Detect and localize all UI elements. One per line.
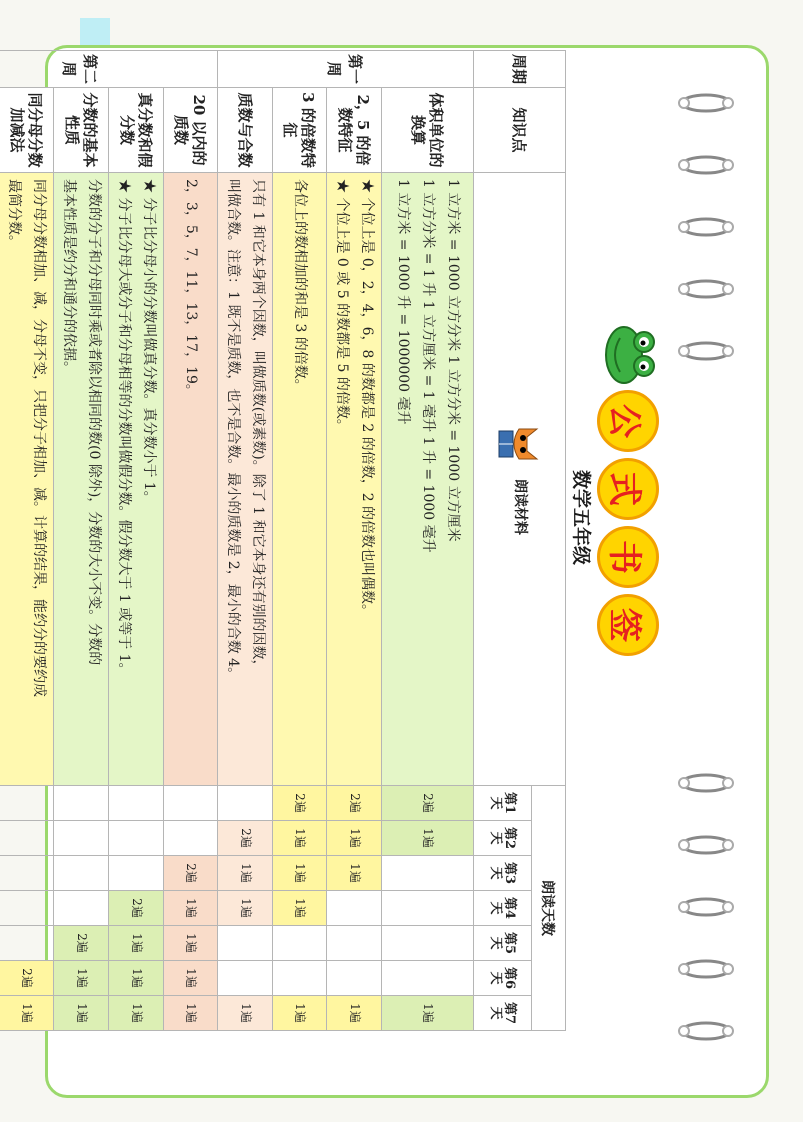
topic: 3 的倍数特征 <box>273 88 327 173</box>
title-banner <box>600 390 656 656</box>
day-cell[interactable] <box>382 961 474 996</box>
day-cell[interactable] <box>0 821 54 856</box>
day-cell[interactable] <box>164 821 218 856</box>
day-cell[interactable]: 1遍 <box>273 996 327 1031</box>
day-cell[interactable]: 2遍 <box>327 786 382 821</box>
ring-icon <box>676 832 736 858</box>
day-cell[interactable]: 1遍 <box>327 856 382 891</box>
day-cell[interactable] <box>218 926 273 961</box>
day-cell[interactable] <box>218 786 273 821</box>
topic: 真分数和假分数 <box>109 88 164 173</box>
topic: 体积单位的换算 <box>382 88 474 173</box>
day-cell[interactable]: 1遍 <box>327 821 382 856</box>
ring-icon <box>676 770 736 796</box>
text-line: 各位上的数相加的和是 3 的倍数。 <box>292 179 308 393</box>
day-cell[interactable]: 1遍 <box>0 996 54 1031</box>
rotated-content <box>6 50 662 1050</box>
header-day: 第4天 <box>474 891 532 926</box>
day-cell[interactable]: 1遍 <box>109 961 164 996</box>
day-cell[interactable]: 2遍 <box>109 891 164 926</box>
day-cell[interactable] <box>109 821 164 856</box>
day-cell[interactable] <box>327 961 382 996</box>
text-line: ★ 分子比分母小的分数叫做真分数。真分数小于 1。 <box>141 179 157 505</box>
day-cell[interactable]: 1遍 <box>273 891 327 926</box>
text-line: 最简分数。 <box>6 179 22 249</box>
text-line: ★ 个位上是 0 或 5 的数都是 5 的倍数。 <box>334 179 350 433</box>
day-cell[interactable]: 1遍 <box>164 891 218 926</box>
day-cell[interactable] <box>327 891 382 926</box>
day-cell[interactable]: 1遍 <box>382 821 474 856</box>
text-line: 1 立方分米 = 1 升 1 立方厘米 = 1 毫升 1 升 = 1000 毫升 <box>420 179 436 553</box>
text-line: ★ 个位上是 0，2，4，6，8 的数都是 2 的倍数，2 的倍数也叫偶数。 <box>359 179 375 619</box>
header-day: 第2天 <box>474 821 532 856</box>
day-cell[interactable]: 1遍 <box>327 996 382 1031</box>
day-cell[interactable] <box>54 821 109 856</box>
header-topic: 知识点 <box>474 88 566 173</box>
day-cell[interactable] <box>54 786 109 821</box>
day-cell[interactable]: 1遍 <box>164 961 218 996</box>
text-line: 只有 1 和它本身两个因数，叫做质数(或素数)。除了 1 和它本身还有别的因数， <box>250 179 266 674</box>
banner-char: 式 <box>597 458 659 520</box>
reading-text <box>109 173 164 786</box>
banner-char: 公 <box>597 390 659 452</box>
header-reading-label: 朗读材料 <box>512 479 528 535</box>
reading-text <box>164 173 218 786</box>
text-line: ★ 分子比分母大或分子和分母相等的分数叫做假分数。假分数大于 1 或等于 1。 <box>116 179 132 677</box>
header-day: 第1天 <box>474 786 532 821</box>
topic: 分数的基本性质 <box>54 88 109 173</box>
day-cell[interactable] <box>54 891 109 926</box>
ring-icon <box>676 338 736 364</box>
topic: 2，5 的倍数特征 <box>327 88 382 173</box>
day-cell[interactable]: 1遍 <box>218 891 273 926</box>
topic: 同分母分数加减法 <box>0 88 54 173</box>
banner-char: 签 <box>597 594 659 656</box>
week-label: 第一周 <box>218 51 474 88</box>
week-label: 第二周 <box>0 51 218 88</box>
ring-icon <box>676 956 736 982</box>
day-cell[interactable] <box>273 961 327 996</box>
reading-text <box>54 173 109 786</box>
day-cell[interactable] <box>109 786 164 821</box>
ring-icon <box>676 894 736 920</box>
day-cell[interactable]: 1遍 <box>54 961 109 996</box>
day-cell[interactable] <box>54 856 109 891</box>
header-days-title: 朗读天数 <box>532 786 566 1031</box>
day-cell[interactable]: 1遍 <box>109 926 164 961</box>
day-cell[interactable] <box>0 891 54 926</box>
day-cell[interactable] <box>0 926 54 961</box>
header-day: 第7天 <box>474 996 532 1031</box>
reading-text <box>218 173 273 786</box>
day-cell[interactable] <box>382 926 474 961</box>
reading-text <box>0 173 54 786</box>
banner-char: 书 <box>597 526 659 588</box>
day-cell[interactable] <box>273 926 327 961</box>
day-cell[interactable]: 1遍 <box>218 856 273 891</box>
day-cell[interactable]: 2遍 <box>54 926 109 961</box>
day-cell[interactable]: 2遍 <box>0 961 54 996</box>
day-cell[interactable]: 1遍 <box>164 996 218 1031</box>
text-line: 2，3，5，7，11，13，17，19。 <box>183 179 199 398</box>
day-cell[interactable] <box>109 856 164 891</box>
ring-icon <box>676 276 736 302</box>
day-cell[interactable] <box>218 961 273 996</box>
reading-text <box>382 173 474 786</box>
day-cell[interactable] <box>164 786 218 821</box>
text-line: 分数的分子和分母同时乘或者除以相同的数(0 除外)，分数的大小不变。分数的 <box>86 179 102 666</box>
topic: 质数与合数 <box>218 88 273 173</box>
ring-icon <box>676 152 736 178</box>
frog-mascot-icon <box>600 320 662 390</box>
ring-icon <box>676 214 736 240</box>
header-period: 周期 <box>474 51 566 88</box>
day-cell[interactable] <box>327 926 382 961</box>
day-cell[interactable]: 1遍 <box>218 996 273 1031</box>
text-line: 叫做合数。注意：1 既不是质数，也不是合数。最小的质数是 2，最小的合数 4。 <box>225 179 241 682</box>
reading-text <box>273 173 327 786</box>
text-line: 基本性质是约分和通分的依据。 <box>61 179 77 375</box>
day-cell[interactable] <box>382 891 474 926</box>
day-cell[interactable]: 2遍 <box>164 856 218 891</box>
text-line: 1 立方米 = 1000 立方分米 1 立方分米 = 1000 立方厘米 <box>445 179 461 542</box>
text-line: 同分母分数相加、减，分母不变，只把分子相加、减。计算的结果，能约分的要约成 <box>31 179 47 697</box>
day-cell[interactable]: 2遍 <box>218 821 273 856</box>
ring-icon <box>676 90 736 116</box>
header <box>562 50 662 1050</box>
header-reading <box>474 173 566 786</box>
day-cell[interactable]: 1遍 <box>54 996 109 1031</box>
fox-reading-icon <box>496 423 544 465</box>
topic: 20 以内的质数 <box>164 88 218 173</box>
reading-text <box>327 173 382 786</box>
header-day: 第6天 <box>474 961 532 996</box>
day-cell[interactable]: 2遍 <box>273 786 327 821</box>
day-cell[interactable] <box>0 786 54 821</box>
header-day: 第3天 <box>474 856 532 891</box>
day-cell[interactable]: 1遍 <box>382 996 474 1031</box>
day-cell[interactable]: 1遍 <box>109 996 164 1031</box>
day-cell[interactable]: 1遍 <box>273 821 327 856</box>
header-day: 第5天 <box>474 926 532 961</box>
day-cell[interactable]: 1遍 <box>164 926 218 961</box>
text-line: 1 立方米 = 1000 升 = 1000000 毫升 <box>395 179 411 425</box>
reading-table <box>0 50 566 1031</box>
grade-subtitle: 数学五年级 <box>570 470 592 566</box>
ring-icon <box>676 1018 736 1044</box>
day-cell[interactable] <box>0 856 54 891</box>
day-cell[interactable]: 2遍 <box>382 786 474 821</box>
day-cell[interactable]: 1遍 <box>273 856 327 891</box>
day-cell[interactable] <box>382 856 474 891</box>
